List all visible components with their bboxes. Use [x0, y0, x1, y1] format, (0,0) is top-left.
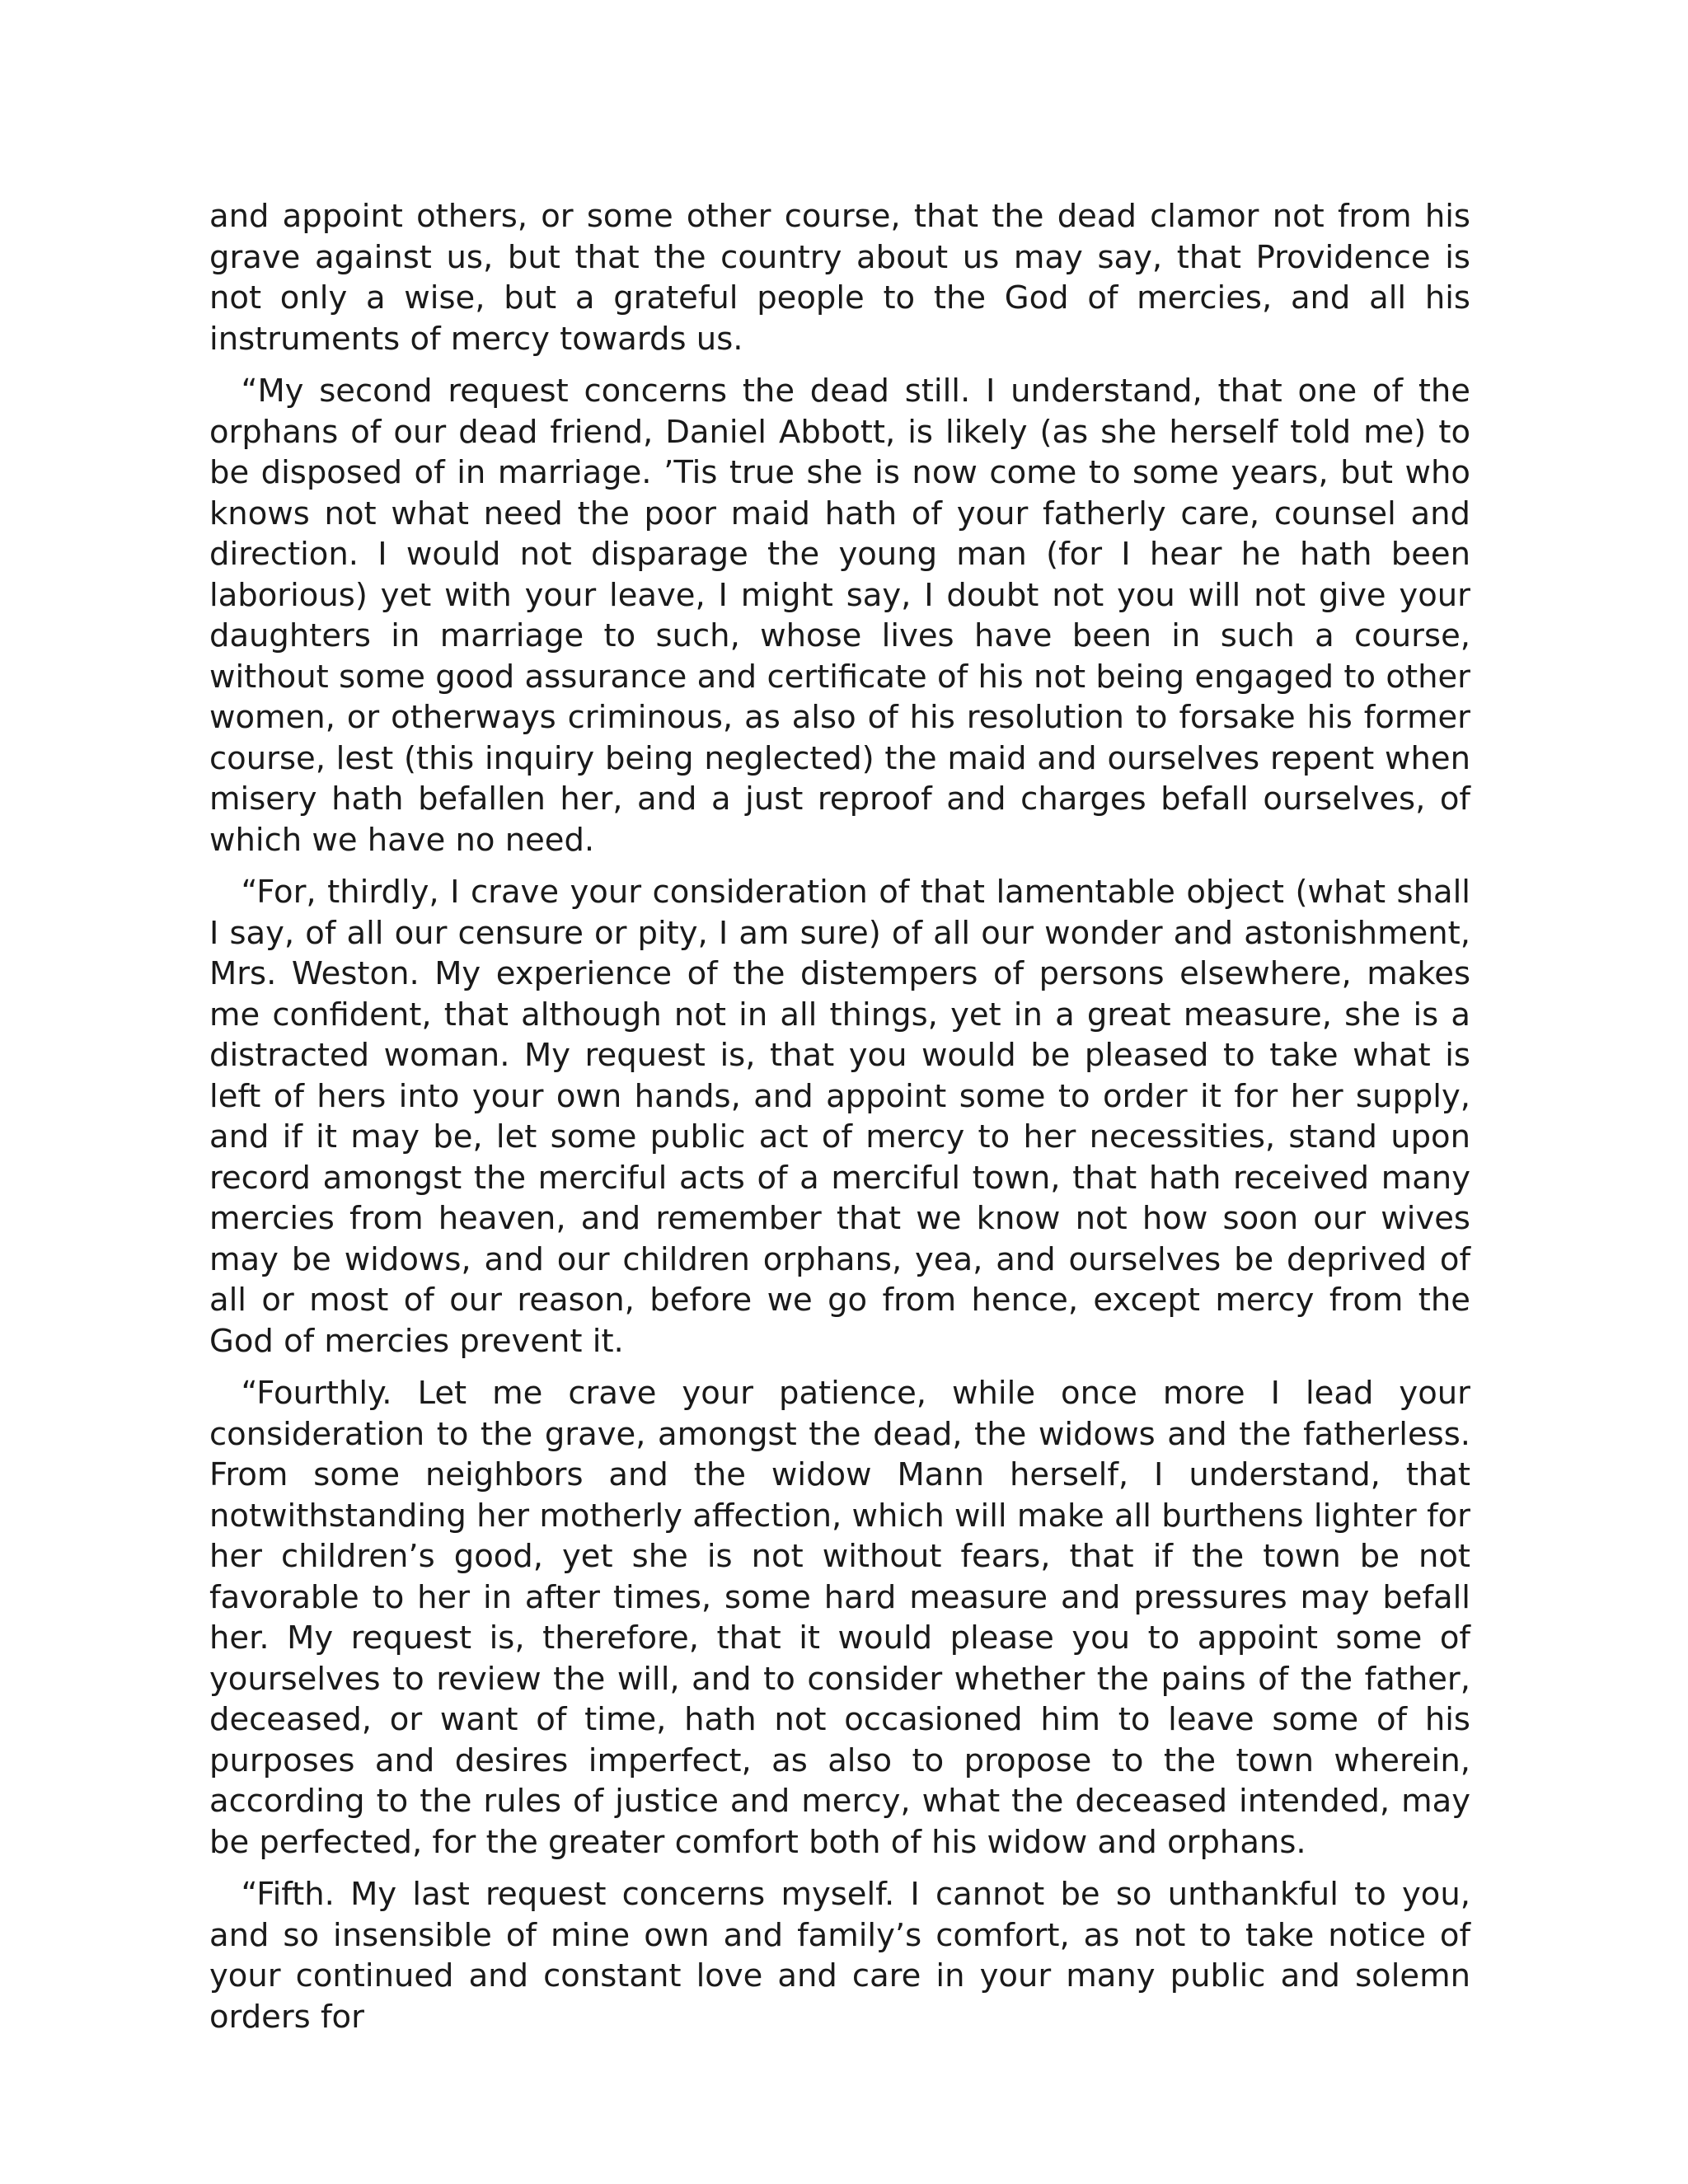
paragraph-continuation: and appoint others, or some other course, that the dead clamor not from his grave against us, but that the country about us may say, that Providence is not only a wise, but a grateful people to the God of mercies, and all his instruments of mercy towards us.	[209, 198, 1470, 358]
paragraph-fourth-request: “Fourthly. Let me crave your patience, while once more I lead your consideration to the grave, amongst the dead, the widows and the fatherless. From some neighbors and the widow Mann herself, I understand, that notwithstanding her motherly affection, which will make all burthens lighter for her children’s good, yet she is not without fears, that if the town be not favorable to her in after times, some hard measure and pressures may befall her. My request is, therefore, that it would please you to appoint some of yourselves to review the will, and to consider whether the pains of the father, deceased, or want of time, hath not occasioned him to leave some of his purposes and desires imperfect, as also to propose to the town wherein, according to the rules of justice and mercy, what the deceased intended, may be perfected, for the greater comfort both of his widow and orphans.	[209, 1375, 1470, 1861]
paragraph-fifth-request: “Fifth. My last request concerns myself. I cannot be so unthankful to you, and so insensible of mine own and family’s comfort, as not to take notice of your continued and constant love and care in your many public and solemn orders for	[209, 1876, 1470, 2036]
page-body	[209, 196, 1470, 2049]
paragraph-third-request: “For, thirdly, I crave your consideration of that lamentable object (what shall I say, of all our censure or pity, I am sure) of all our wonder and astonishment, Mrs. Weston. My experience of the distempers of persons elsewhere, makes me confident, that although not in all things, yet in a great measure, she is a distracted woman. My request is, that you would be pleased to take what is left of hers into your own hands, and appoint some to order it for her supply, and if it may be, let some public act of mercy to her necessities, stand upon record amongst the merciful acts of a merciful town, that hath received many mercies from heaven, and remember that we know not how soon our wives may be widows, and our children orphans, yea, and ourselves be deprived of all or most of our reason, before we go from hence, except mercy from the God of mercies prevent it.	[209, 874, 1470, 1360]
paragraph-second-request: “My second request concerns the dead still. I understand, that one of the orphans of our dead friend, Daniel Abbott, is likely (as she herself told me) to be disposed of in marriage. ’Tis true she is now come to some years, but who knows not what need the poor maid hath of your fatherly care, counsel and direction. I would not disparage the young man (for I hear he hath been laborious) yet with your leave, I might say, I doubt not you will not give your daughters in marriage to such, whose lives have been in such a course, without some good assurance and certificate of his not being engaged to other women, or otherways criminous, as also of his resolution to forsake his former course, lest (this inquiry being neglected) the maid and ourselves repent when misery hath befallen her, and a just reproof and charges befall ourselves, of which we have no need.	[209, 373, 1470, 859]
